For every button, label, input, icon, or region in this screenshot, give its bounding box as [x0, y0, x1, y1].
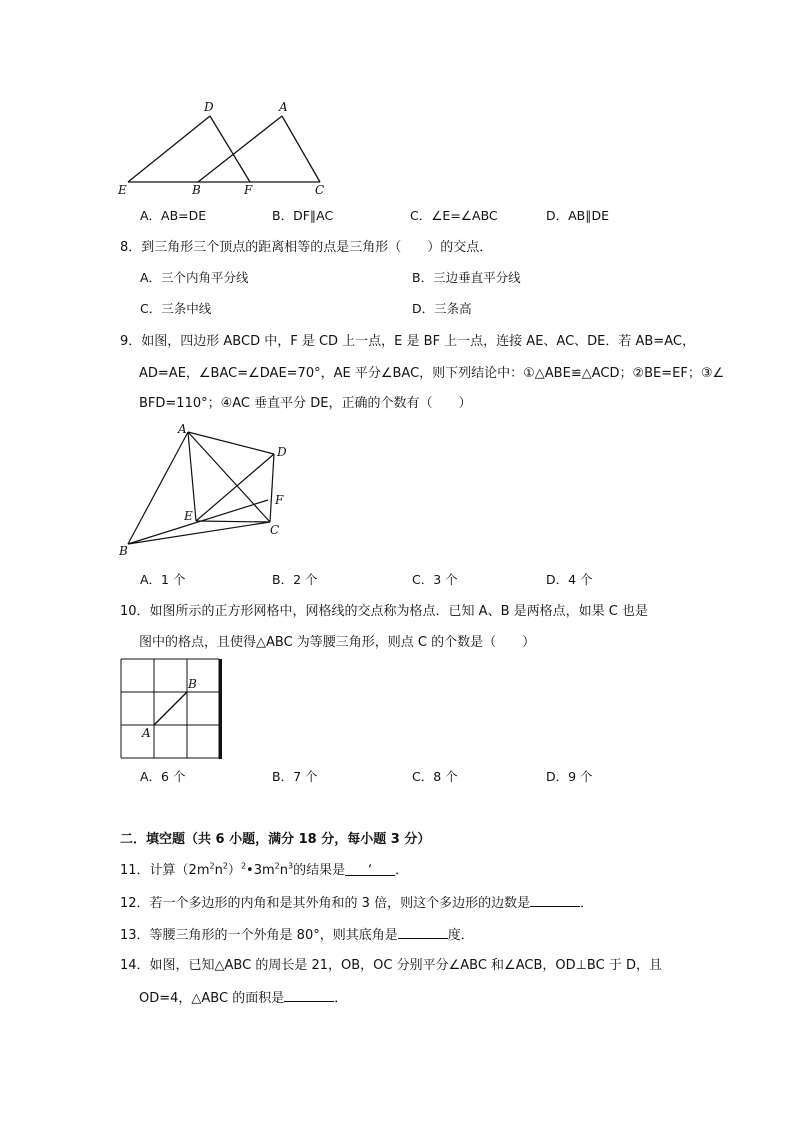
q11-n2: n: [279, 863, 288, 878]
q7-label-d: D: [204, 100, 214, 114]
q10-label-b: B: [188, 677, 197, 691]
q10-line-2: 图中的格点，且使得△ABC 为等腰三角形，则点 C 的个数是（ ）: [139, 635, 536, 650]
q9-line-1: 9．如图，四边形 ABCD 中，F 是 CD 上一点，E 是 BF 上一点，连接 AE、AC、DE．若 AB=AC，: [120, 334, 695, 349]
q7-label-f: F: [244, 183, 253, 197]
q7-option-b: B．DF∥AC: [272, 208, 334, 223]
q10-option-d: D．9 个: [546, 769, 593, 784]
q12-text: 12．若一个多边形的内角和是其外角和的 3 倍，则这个多边形的边数是: [120, 896, 531, 911]
q14-text: OD=4，△ABC 的面积是: [139, 991, 285, 1006]
q11-line: [120, 863, 408, 879]
q7-option-a: A．AB=DE: [140, 208, 207, 223]
q11-mark: ‘: [368, 863, 373, 878]
q14-line-2: [139, 989, 347, 1007]
q8-option-c: C．三条中线: [140, 301, 212, 316]
q10-option-b: B．7 个: [272, 769, 318, 784]
q10-grid-figure: [118, 656, 228, 764]
q8-option-a: A．三个内角平分线: [140, 270, 249, 285]
q7-option-d: D．AB∥DE: [546, 208, 610, 223]
q11-close: ）: [227, 863, 241, 878]
q8-option-b: B．三边垂直平分线: [412, 270, 521, 285]
section-2-title: 二．填空题（共 6 小题，满分 18 分，每小题 3 分）: [120, 832, 431, 847]
q11-end: ．: [395, 863, 409, 878]
q9-label-b: B: [119, 544, 128, 558]
q10-line-1: 10．如图所示的正方形网格中，网格线的交点称为格点．已知 A、B 是两格点，如果 C 也是: [120, 604, 648, 619]
q7-option-c: C．∠E=∠ABC: [410, 208, 498, 223]
q11-mul: •3m: [246, 863, 275, 878]
q14-line-1: 14．如图，已知△ABC 的周长是 21，OB，OC 分别平分∠ABC 和∠ACB，OD⊥BC 于 D，且: [120, 958, 662, 973]
q9-option-a: A．1 个: [140, 572, 186, 587]
q11-pre: 11．计算（2m: [120, 863, 210, 878]
q12-end: ．: [580, 896, 594, 911]
q11-post: 的结果是: [293, 863, 346, 878]
q13-answer-blank[interactable]: [398, 926, 448, 939]
q11-sup-5: 3: [287, 861, 294, 871]
q14-end: ．: [334, 991, 348, 1006]
q13-end: 度．: [447, 928, 474, 943]
q9-figure: [112, 418, 312, 563]
q7-label-e: E: [118, 183, 127, 197]
q9-option-d: D．4 个: [546, 572, 593, 587]
q10-option-a: A．6 个: [140, 769, 186, 784]
q11-sup-4: 2: [274, 861, 280, 871]
q7-label-c: C: [315, 183, 325, 197]
q9-option-c: C．3 个: [412, 572, 458, 587]
q7-label-b: B: [192, 183, 201, 197]
q12-answer-blank[interactable]: [530, 894, 580, 907]
q9-line-2: AD=AE，∠BAC=∠DAE=70°，AE 平分∠BAC，则下列结论中：①△ABE≌△ACD；②BE=EF；③∠: [139, 366, 725, 381]
q13-line: [120, 926, 474, 944]
q12-line: [120, 894, 593, 912]
q9-line-3: BFD=110°；④AC 垂直平分 DE，正确的个数有（ ）: [139, 396, 472, 411]
q11-sup-3: 2: [240, 861, 247, 871]
q10-option-c: C．8 个: [412, 769, 458, 784]
q9-label-a: A: [178, 422, 187, 436]
q11-n: n: [214, 863, 223, 878]
q9-label-d: D: [277, 445, 287, 459]
q7-label-a: A: [279, 100, 288, 114]
q9-option-b: B．2 个: [272, 572, 318, 587]
q8-option-d: D．三条高: [412, 301, 472, 316]
q9-label-f: F: [275, 493, 284, 507]
q11-sup-2: 2: [222, 861, 228, 871]
q10-label-a: A: [142, 726, 151, 740]
q14-answer-blank[interactable]: [284, 989, 334, 1002]
q9-label-e: E: [184, 509, 193, 523]
q7-figure: [110, 95, 350, 200]
q8-stem: 8．到三角形三个顶点的距离相等的点是三角形（ ）的交点．: [120, 240, 493, 255]
q11-sup-1: 2: [209, 861, 215, 871]
q13-text: 13．等腰三角形的一个外角是 80°，则其底角是: [120, 928, 398, 943]
q11-answer-blank[interactable]: [345, 863, 395, 876]
q9-label-c: C: [270, 523, 280, 537]
